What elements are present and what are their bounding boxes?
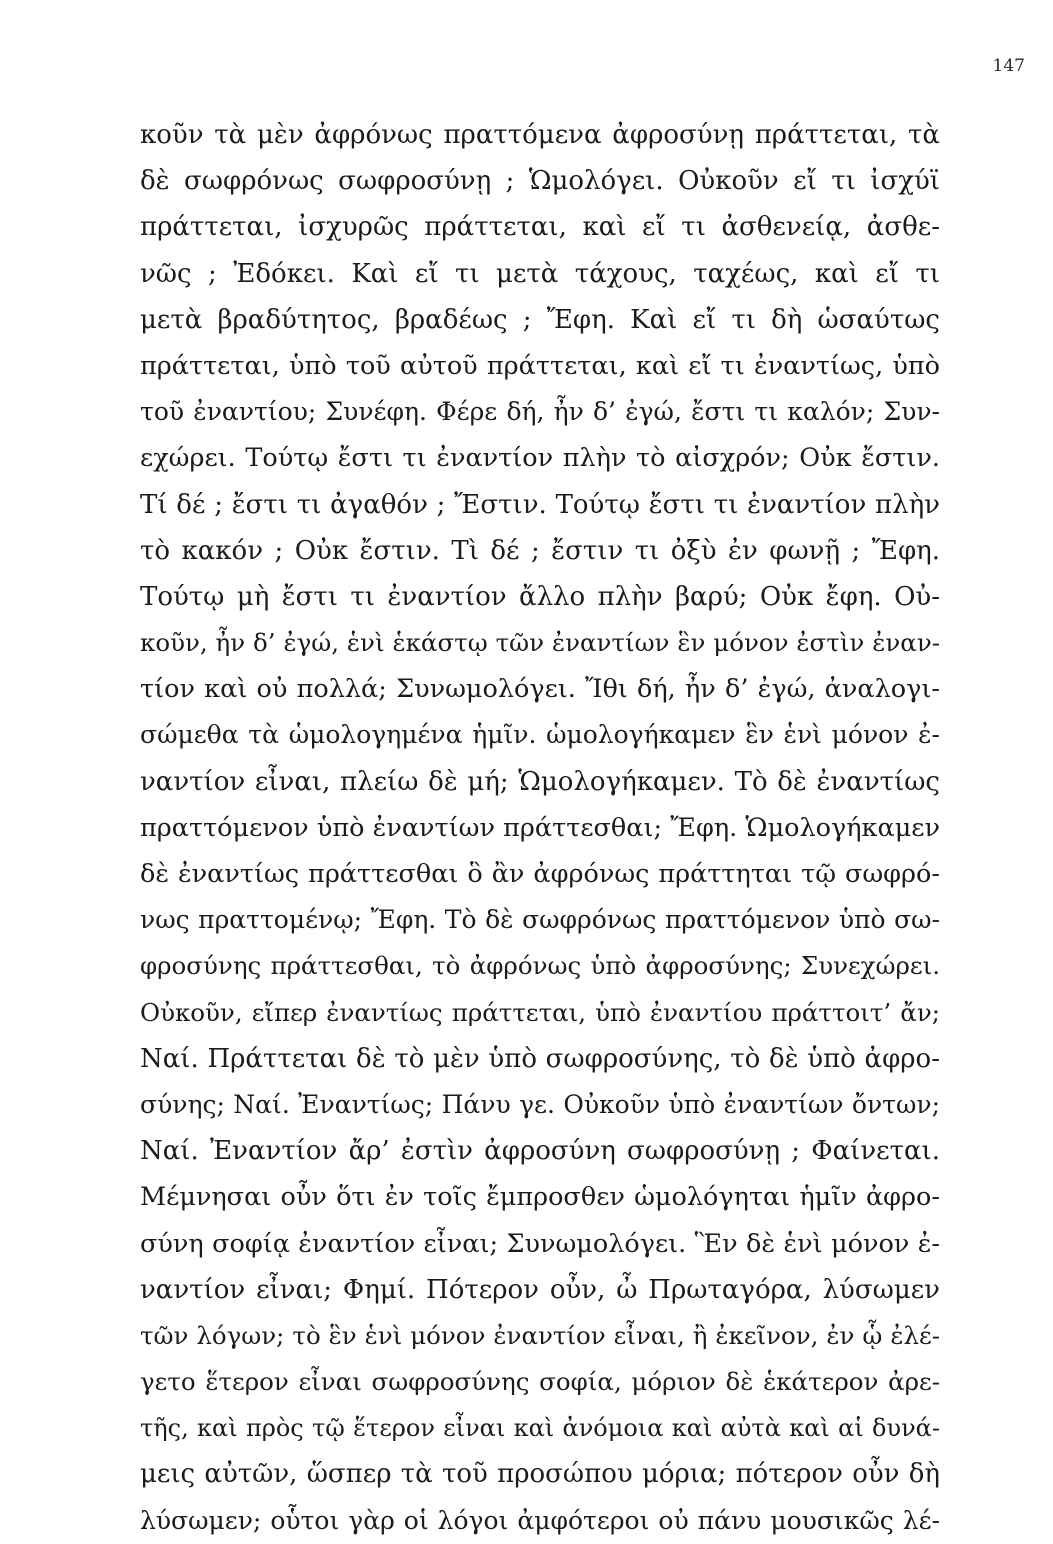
text-line: πράττεται, ἰσχυρῶς πράττεται, καὶ εἴ τι ἀσθενείᾳ, ἀσθε- [140, 212, 940, 243]
text-line: Ναί. Πράττεται δὲ τὸ μὲν ὑπὸ σωφροσύνης, τὸ δὲ ὑπὸ ἀφρο- [140, 1043, 940, 1074]
text-line: Τούτῳ μὴ ἔστι τι ἐναντίον ἄλλο πλὴν βαρύ; Οὐκ ἔφη. Οὐ- [140, 581, 940, 612]
text-line: σύνη σοφίᾳ ἐναντίον εἶναι; Συνωμολόγει. Ἓν δὲ ἑνὶ μόνον ἐ- [140, 1228, 940, 1259]
text-line: Τί δέ ; ἔστι τι ἀγαθόν ; Ἔστιν. Τούτῳ ἔστι τι ἐναντίον πλὴν [140, 489, 940, 520]
text-line: φροσύνης πράττεσθαι, τὸ ἀφρόνως ὑπὸ ἀφροσύνης; Συνεχώρει. [140, 951, 940, 981]
text-line: Ναί. Ἐναντίον ἄρ’ ἐστὶν ἀφροσύνη σωφροσύνῃ ; Φαίνεται. [140, 1136, 940, 1167]
text-line: κοῦν τὰ μὲν ἀφρόνως πραττόμενα ἀφροσύνῃ πράττεται, τὰ [140, 120, 940, 150]
page-number: 147 [992, 56, 1025, 76]
greek-text-body [140, 112, 940, 1544]
text-line: Μέμνησαι οὖν ὅτι ἐν τοῖς ἔμπροσθεν ὡμολόγηται ἡμῖν ἀφρο- [140, 1182, 940, 1213]
text-line: τοῦ ἐναντίου; Συνέφη. Φέρε δή, ἦν δ’ ἐγώ, ἔστι τι καλόν; Συν- [140, 397, 940, 427]
text-line: πράττεται, ὑπὸ τοῦ αὐτοῦ πράττεται, καὶ εἴ τι ἐναντίως, ὑπὸ [140, 350, 940, 381]
text-line: τὸ κακόν ; Οὐκ ἔστιν. Τὶ δέ ; ἔστιν τι ὀξὺ ἐν φωνῇ ; Ἔφη. [140, 535, 940, 566]
text-line: Οὐκοῦν, εἴπερ ἐναντίως πράττεται, ὑπὸ ἐναντίου πράττοιτ’ ἄν; [140, 997, 940, 1027]
text-line: ναντίον εἶναι; Φημί. Πότερον οὖν, ὦ Πρωταγόρα, λύσωμεν [140, 1274, 940, 1305]
text-line: κοῦν, ἦν δ’ ἐγώ, ἑνὶ ἑκάστῳ τῶν ἐναντίων ἓν μόνον ἐστὶν ἐναν- [140, 628, 940, 658]
text-line: λύσωμεν; οὗτοι γὰρ οἱ λόγοι ἀμφότεροι οὐ πάνυ μουσικῶς λέ- [140, 1505, 940, 1535]
text-line: νῶς ; Ἐδόκει. Καὶ εἴ τι μετὰ τάχους, ταχέως, καὶ εἴ τι [140, 258, 940, 289]
text-line: νως πραττομένῳ; Ἔφη. Τὸ δὲ σωφρόνως πραττόμενον ὑπὸ σω- [140, 905, 940, 935]
text-line: ναντίον εἶναι, πλείω δὲ μή; Ὡμολογήκαμεν. Τὸ δὲ ἐναντίως [140, 766, 940, 797]
text-line: δὲ ἐναντίως πράττεσθαι ὃ ἂν ἀφρόνως πράττηται τῷ σωφρό- [140, 859, 940, 889]
text-line: δὲ σωφρόνως σωφροσύνῃ ; Ὡμολόγει. Οὐκοῦν εἴ τι ἰσχύϊ [140, 166, 940, 197]
text-line: γετο ἕτερον εἶναι σωφροσύνης σοφία, μόριον δὲ ἑκάτερον ἀρε- [140, 1367, 940, 1397]
text-line: πραττόμενον ὑπὸ ἐναντίων πράττεσθαι; Ἔφη. Ὡμολογήκαμεν [140, 812, 940, 843]
text-line: τῆς, καὶ πρὸς τῷ ἕτερον εἶναι καὶ ἀνόμοια καὶ αὐτὰ καὶ αἱ δυνά- [140, 1414, 940, 1443]
text-line: τίον καὶ οὐ πολλά; Συνωμολόγει. Ἴθι δή, ἦν δ’ ἐγώ, ἀναλογι- [140, 674, 940, 705]
text-line: τῶν λόγων; τὸ ἓν ἑνὶ μόνον ἐναντίον εἶναι, ἢ ἐκεῖνον, ἐν ᾧ ἐλέ- [140, 1320, 940, 1350]
text-line: μεις αὐτῶν, ὥσπερ τὰ τοῦ προσώπου μόρια; πότερον οὖν δὴ [140, 1459, 940, 1490]
text-line: εχώρει. Τούτῳ ἔστι τι ἐναντίον πλὴν τὸ αἰσχρόν; Οὐκ ἔστιν. [140, 443, 940, 474]
text-line: μετὰ βραδύτητος, βραδέως ; Ἔφη. Καὶ εἴ τι δὴ ὡσαύτως [140, 304, 940, 335]
text-line: σύνης; Ναί. Ἐναντίως; Πάνυ γε. Οὐκοῦν ὑπὸ ἐναντίων ὄντων; [140, 1089, 940, 1119]
text-line: σώμεθα τὰ ὡμολογημένα ἡμῖν. ὡμολογήκαμεν ἓν ἑνὶ μόνον ἐ- [140, 720, 940, 750]
